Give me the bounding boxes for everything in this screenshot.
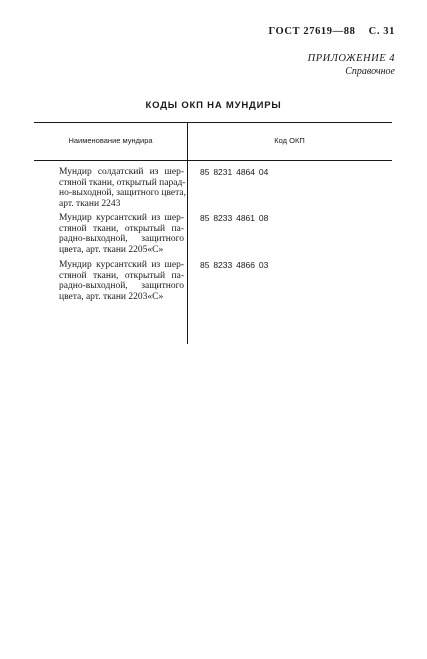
standard-number: ГОСТ 27619—88 [268,26,356,37]
column-header-code: Код ОКП [274,136,305,145]
name-line: Мундир курсантский из шер- [59,213,184,223]
document-title: КОДЫ ОКП НА МУНДИРЫ [145,100,282,111]
table-row-name [59,260,184,302]
name-line: Мундир курсантский из шер- [59,260,184,270]
name-line: Мундир солдатский из шер- [59,167,184,177]
table-top-rule [34,122,392,123]
name-line: стяной ткани, открытый па- [59,223,184,234]
name-line: цвета, арт. ткани 2203«С» [59,291,164,302]
name-line: стяной ткани, открытый па- [59,270,184,281]
table-column-divider [187,122,188,344]
appendix-subtitle: Справочное [345,66,395,77]
name-line: цвета, арт. ткани 2205«С» [59,244,164,255]
table-header-rule [34,160,392,161]
page-header [268,26,395,37]
name-line: арт. ткани 2243 [59,198,121,209]
table-row-code: 85 8231 4864 04 [200,167,269,177]
table-row-name [59,213,184,255]
table-row-name [59,167,184,209]
appendix-label [308,52,395,78]
name-line: радно-выходной, защитного [59,234,184,244]
name-line: но-выходной, защитного цвета, [59,188,186,198]
table-row-code: 85 8233 4866 03 [200,260,269,270]
column-header-name: Наименование мундира [68,136,153,145]
name-line: стяной ткани, открытый парад- [59,177,186,188]
appendix-title: ПРИЛОЖЕНИЕ 4 [307,53,395,64]
codes-table [34,122,392,344]
table-row-code: 85 8233 4861 08 [200,213,269,223]
name-line: радно-выходной, защитного [59,281,184,291]
page-number: С. 31 [368,26,395,37]
